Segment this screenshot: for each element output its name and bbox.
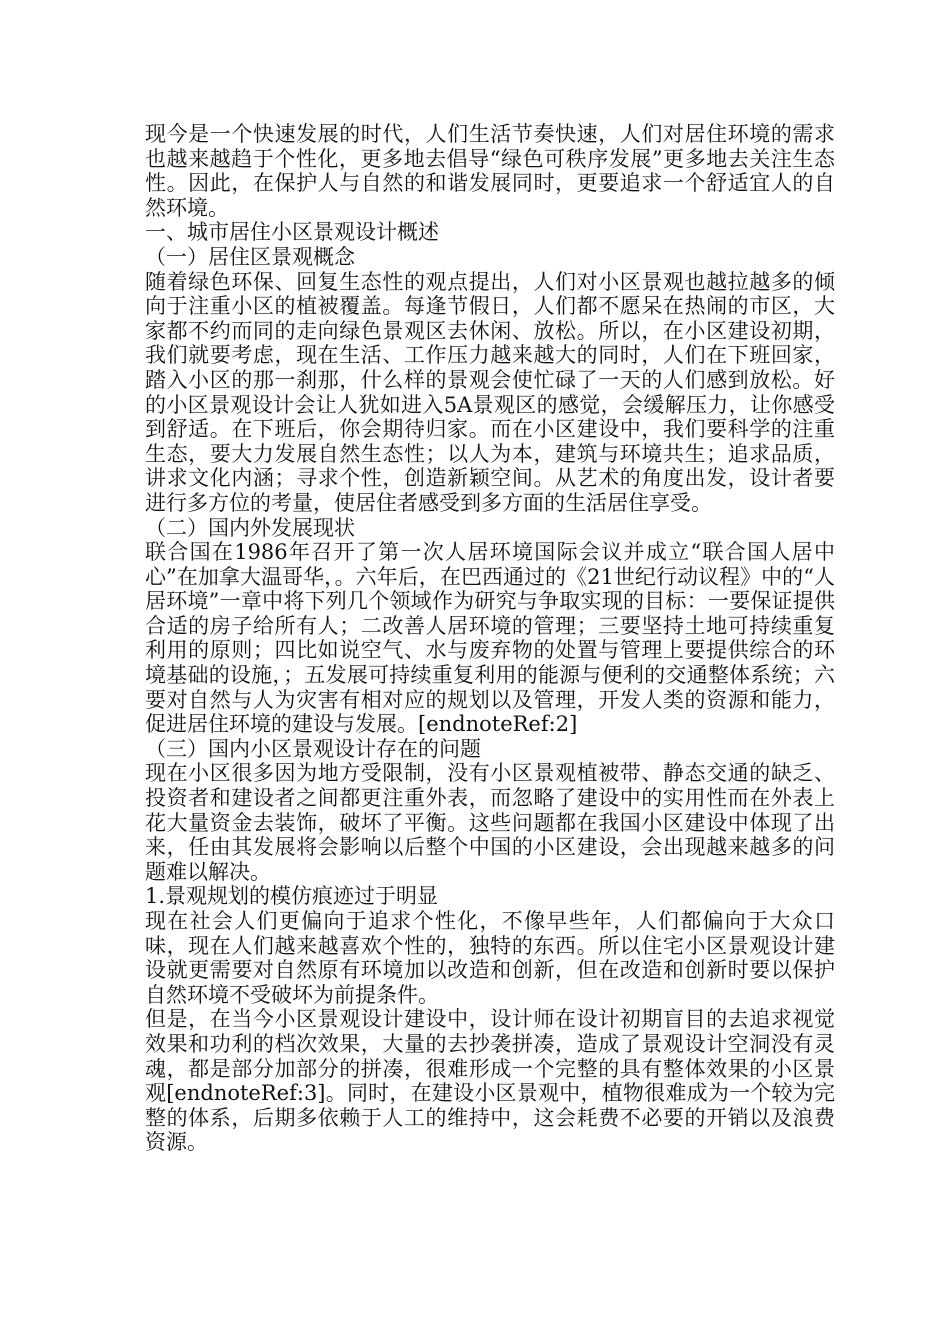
development-status-paragraph: 联合国在1986年召开了第一次人居环境国际会议并成立“联合国人居中心”在加拿大温哥华，。六年后，在巴西通过的《21世纪行动议程》中的“人居环境”一章中将下列几个领域作为研究与争取实现的目标：一要保证提供合适的房子给所有人；二改善人居环境的管理；三要坚持土地可持续重复利用的原则；四比如说空气、水与废弃物的处置与管理上要提供综合的环境基础的设施，；五发展可持续重复利用的能源与便利的交通整体系统；六要对自然与人为灾害有相对应的规划以及管理，开发人类的资源和能力，促进居住环境的建设与发展。[endnoteRef:2] (145, 540, 835, 737)
point-heading-1: 1.景观规划的模仿痕迹过于明显 (145, 884, 439, 909)
problems-paragraph: 现在小区很多因为地方受限制，没有小区景观植被带、静态交通的缺乏、投资者和建设者之间都更注重外表，而忽略了建设中的实用性而在外表上花大量资金去装饰，破坏了平衡。这些问题都在我国小区建设中体现了出来，任由其发展将会影响以后整个中国的小区建设，会出现越来越多的问题难以解决。 (145, 761, 835, 884)
subsection-heading-3: （三）国内小区景观设计存在的问题 (145, 736, 481, 761)
section-heading-1: 一、城市居住小区景观设计概述 (145, 220, 439, 245)
subsection-heading-2: （二）国内外发展现状 (145, 515, 355, 540)
document-body (145, 122, 835, 1155)
imitation-paragraph-2: 但是，在当今小区景观设计建设中，设计师在设计初期盲目的去追求视觉效果和功利的档次效果，大量的去抄袭拼凑，造成了景观设计空洞没有灵魂，都是部分加部分的拼凑，很难形成一个完整的具有整体效果的小区景观[endnoteRef:3]。同时，在建设小区景观中，植物很难成为一个较为完整的体系，后期多依赖于人工的维持中，这会耗费不必要的开销以及浪费资源。 (145, 1007, 835, 1155)
intro-paragraph: 现今是一个快速发展的时代，人们生活节奏快速，人们对居住环境的需求也越来越趋于个性化，更多地去倡导“绿色可秩序发展”更多地去关注生态性。因此，在保护人与自然的和谐发展同时，更要追求一个舒适宜人的自然环境。 (145, 122, 835, 220)
landscape-concept-paragraph: 随着绿色环保、回复生态性的观点提出，人们对小区景观也越拉越多的倾向于注重小区的植被覆盖。每逢节假日，人们都不愿呆在热闹的市区，大家都不约而同的走向绿色景观区去休闲、放松。所以，在小区建设初期，我们就要考虑，现在生活、工作压力越来越大的同时，人们在下班回家，踏入小区的那一刹那，什么样的景观会使忙碌了一天的人们感到放松。好的小区景观设计会让人犹如进入5A景观区的感觉，会缓解压力，让你感受到舒适。在下班后，你会期待归家。而在小区建设中，我们要科学的注重生态，要大力发展自然生态性；以人为本，建筑与环境共生；追求品质，讲求文化内涵；寻求个性，创造新颖空间。从艺术的角度出发，设计者要进行多方位的考量，使居住者感受到多方面的生活居住享受。 (145, 269, 835, 515)
imitation-paragraph-1: 现在社会人们更偏向于追求个性化，不像早些年，人们都偏向于大众口味，现在人们越来越喜欢个性的，独特的东西。所以住宅小区景观设计建设就更需要对自然原有环境加以改造和创新，但在改造和创新时要以保护自然环境不受破坏为前提条件。 (145, 909, 835, 1007)
subsection-heading-1: （一）居住区景观概念 (145, 244, 355, 269)
